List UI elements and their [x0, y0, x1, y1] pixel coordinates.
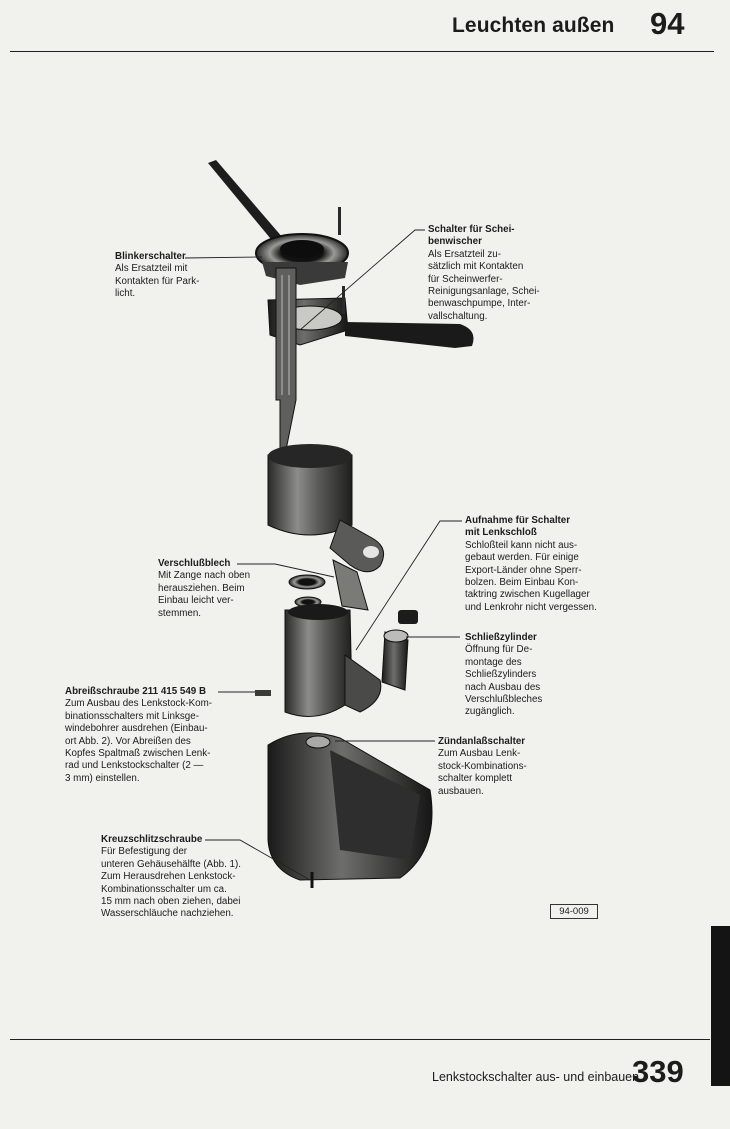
page-number: 339	[632, 1054, 684, 1089]
footer-section-title: Lenkstockschalter aus- und einbauen	[432, 1070, 640, 1084]
figure-reference: 94-009	[550, 904, 598, 919]
lower-housing	[268, 733, 432, 880]
upper-housing	[268, 444, 384, 572]
flat-cable	[276, 268, 296, 450]
lock-housing	[285, 604, 381, 716]
page-chapter-title: Leuchten außen	[452, 14, 615, 37]
lock-cylinder	[382, 610, 418, 690]
footer-rule	[10, 1039, 710, 1040]
label-switch-mount: Aufnahme für Schalter mit Lenkschloß Schloßteil kann nicht aus- gebaut werden. Für einige Export-Länder ohne Sperr- bolzen. Beim Einbau Kon- taktring zwischen Kugellager und Lenkrohr nicht vergessen.	[465, 515, 597, 613]
label-turn-signal-switch: Blinkerschalter Als Ersatzteil mit Kontakten für Park- licht.	[115, 251, 200, 300]
label-ignition-switch: Zündanlaßschalter Zum Ausbau Lenk- stock-Kombinations- schalter komplett ausbauen.	[438, 736, 527, 797]
label-lock-cylinder: Schließzylinder Öffnung für De- montage des Schließzylinders nach Ausbau des Verschlußbleches zugänglich.	[465, 632, 543, 718]
chapter-number: 94	[650, 6, 685, 41]
chapter-thumb-tab	[711, 926, 730, 1086]
turn-signal-switch	[208, 160, 348, 285]
label-lock-plate: Verschlußblech Mit Zange nach oben herausziehen. Beim Einbau leicht ver- stemmen.	[158, 558, 251, 619]
shear-bolt	[255, 690, 271, 696]
bearing-ring	[289, 575, 325, 607]
label-cross-head-screw: Kreuzschlitzschraube Für Befestigung der unteren Gehäusehälfte (Abb. 1). Zum Herausdrehen Lenkstock- Kombinationsschalter um ca. 15 mm nach oben ziehen, dabei Wasserschläuche nachziehen.	[101, 834, 241, 920]
label-wiper-switch: Schalter für Schei- benwischer Als Ersatzteil zu- sätzlich mit Kontakten für Scheinwerfer- Reinigungsanlage, Schei- benwaschpumpe, Inter- vallschaltung.	[428, 224, 540, 322]
label-shear-bolt: Abreißschraube 211 415 549 B Zum Ausbau des Lenkstock-Kom- binationsschalters mit Linksge- windebohrer ausdrehen (Einbau- ort Abb. 2). Vor Abreißen des Kopfes Spaltmaß zwischen Lenk- rad und Lenkstockschalter (2 — 3 mm) einstellen.	[65, 686, 213, 784]
